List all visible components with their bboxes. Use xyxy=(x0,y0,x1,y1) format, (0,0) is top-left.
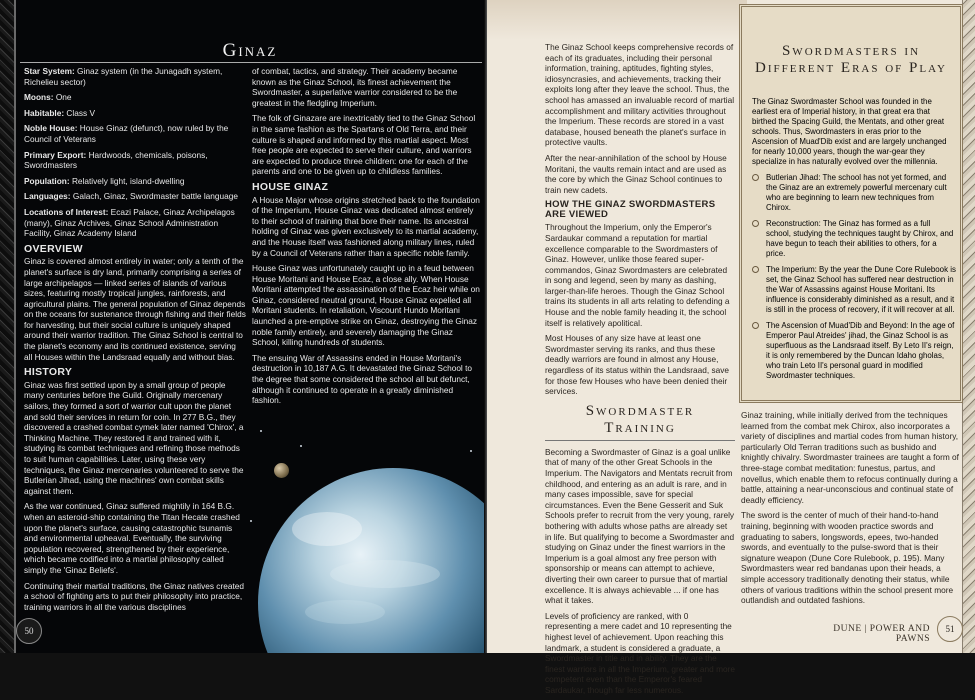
training-paragraph: The sword is the center of much of their hand-to-hand training, beginning with wooden practice swords and graduating to sabers, longswords, epees, two-handed swords, and eventually to the pulse-sword that is their signature weapon (Dune Core Rulebook, p. 195). Many Swordmasters wear red bandanas upon their heads, a simple accessory traditionally denoting their status, while others of various traditions within the school present more outlandish and outdated fashions. xyxy=(741,510,954,606)
fact-moons: Moons: One xyxy=(24,92,72,103)
training-rule xyxy=(545,440,735,441)
ornamental-border xyxy=(963,0,975,653)
history-paragraph: Ginaz was first settled upon by a small group of people many centuries before the Guild. Originally mercenary sailors, they formed a sort of warrior cult upon the planet and sold their services in return for coin. In 277 B.G., they discovered a crashed combat cymek later named 'Chirox', a Thinking Machine. They restored it and trained with it, studying its combat techniques and refining those methods to suit human capabilities. Later, using these very techniques, the Ginaz mercenaries volunteered to serve the Butlerian Jihad, using the machines' own combat skills against them. xyxy=(24,379,244,496)
eras-sidebar xyxy=(739,4,963,403)
page-footer: DUNE | POWER AND PAWNS xyxy=(833,624,930,644)
training-paragraph: Becoming a Swordmaster of Ginaz is a goal unlike that of many of the other Great Schools in the Imperium. The Navigators and Mentats recruit from childhood, and entering as an adult is rare, and in many cases impossible, save for special circumstances. Even the Bene Gesserit and Suk Schools prefer to recruit from the very young, rarely bothering with adults whose paths are already set in life. But qualifying to become a Swordmaster and studying on Ginaz under the finest warriors in the Imperium is a goal almost any free person with sponsorship or means can attempt to achieve, diverting their own career to pursue that of martial excellence. It is always achievable ... if one has what it takes. xyxy=(545,446,735,606)
left-column-1 xyxy=(24,66,246,617)
fact-population: Population: Relatively light, island-dwelling xyxy=(24,175,185,186)
paper-texture xyxy=(487,0,747,40)
star xyxy=(300,445,302,447)
border-line xyxy=(14,0,16,653)
moon-illustration xyxy=(274,463,289,478)
page-number: 50 xyxy=(16,618,42,644)
era-bullet: The Imperium: By the year the Dune Core Rulebook is set, the Ginaz School has suffered near destruction in the War of Assassins against House Moritani. Its influence is considerably diminished as a result, and it is still in the process of recovery, if it will recover at all. xyxy=(752,265,956,315)
star xyxy=(260,430,262,432)
overview-text: Ginaz is covered almost entirely in water; only a tenth of the planet's surface is dry land, primarily comprising a series of large archipelagos — linked series of islands of various sizes, featuring mostly tropical jungles, rainforests, and agricultural plains. The general population of Ginaz depends on the oceans for sustenance through fishing and their fields for harvesting, but their social culture is uniquely shaped around their warrior tradition. The Ginaz School is central to the planet's economy and its continued existence, serving all Houses within the Landsraad equally and without bias. xyxy=(24,256,246,362)
title-rule xyxy=(20,62,482,63)
fact-export: Primary Export: Hardwoods, chemicals, poisons, Swordmasters xyxy=(24,149,208,171)
right-column-2 xyxy=(741,410,959,611)
era-bullet: Butlerian Jihad: The school has not yet formed, and the Ginaz are an extremely powerful mercenary cult who are beginning to learn new techniques from Chirox. xyxy=(752,173,956,213)
cloud xyxy=(305,600,385,624)
training-paragraph: Ginaz training, while initially derived from the techniques learned from the combat mek Chirox, also incorporates a variety of disciplines and martial codes from human history, particularly Old Terran traditions such as bushido and knightly chivalry. Swordmaster trainees are taught a form of three-stage combat meditation: funestus, partus, and novellus, which enable them to refocus continually during a battle, attaining a near-unconscious and continual state of deadly efficiency. xyxy=(741,410,959,505)
viewed-heading: HOW THE GINAZ SWORDMASTERS ARE VIEWED xyxy=(545,199,716,221)
sidebar-body xyxy=(752,97,956,387)
training-title: Swordmaster Training xyxy=(585,402,695,436)
history-heading: HISTORY xyxy=(24,366,73,379)
training-paragraph: Levels of proficiency are ranked, with 0 representing a mere cadet and 10 representing the highest level of achievement. Upon reaching this landmark, a student is considered a graduate, a Swordmaster in title and in ability. They are the finest warriors in all the Imperium, greater and more competent even than the Emperor's feared Sardaukar, though far less numerous. xyxy=(545,610,735,695)
house-paragraph: The ensuing War of Assassins ended in House Moritani's destruction in 10,187 A.G. It devastated the Ginaz School to the degree that some considered the school all but defunct, although it continued to operate in a greatly diminished fashion. xyxy=(252,352,473,406)
house-paragraph: House Ginaz was unfortunately caught up in a feud between House Moritani and House Ecaz, a close ally. When House Moritani attempted the assassination of the Ecaz heir while on Ginaz, considered neutral ground, House Ginaz expelled all Moritani students. In retaliation, Viscount Hundo Moritani launched a pre-emptive strike on Ginaz, destroying the Ginaz noble family entirely, and severely damaging the Ginaz School, killing hundreds of students. xyxy=(252,263,480,348)
house-paragraph: A House Major whose origins stretched back to the foundation of the Imperium, House Ginaz was dedicated almost entirely to their school of training that bore their name. Its ancestral holding of Ginaz was given exclusively to its martial academy, and the House itself was fashioned along military lines, ruled by a Council of Veterans rather than a specific noble family. xyxy=(252,194,480,258)
overview-heading: OVERVIEW xyxy=(24,242,83,255)
bullet-icon xyxy=(752,174,759,181)
col2-paragraph: The folk of Ginazare are inextricably tied to the Ginaz School in the same fashion as the Spartans of Old Terra, and their culture is shaped and informed by this martial aspect. Most free people are expected to serve their culture, and warriors are expected to produce three children: one for each of the parents and one to be given up to childless families. xyxy=(252,113,476,177)
fact-languages: Languages: Galach, Ginaz, Swordmaster battle language xyxy=(24,191,238,202)
ornamental-border xyxy=(0,0,14,653)
left-column-2 xyxy=(252,66,480,411)
history-paragraph: Continuing their martial traditions, the Ginaz natives created a school of fighting arts to put their philosophy into practice, training warriors in all the various disciplines xyxy=(24,580,244,612)
right-column-1 xyxy=(545,42,735,700)
records-paragraph: The Ginaz School keeps comprehensive records of each of its graduates, including their personal information, training, aptitudes, fighting styles, idiosyncrasies, and achievements, tracking their exploits long after they leave the school. Thus, the school has amassed an invaluable record of martial accomplishment and military activities throughout the Imperium. These records are stored in a vast database, housed beneath the planet's surface in protective vaults. xyxy=(545,42,735,148)
fact-locations: Locations of Interest: Ecazi Palace, Ginaz Archipelagos (many), Ginaz Archives, Ginaz School Administration Facility, Ginaz Academy Island xyxy=(24,206,235,239)
col2-paragraph: of combat, tactics, and strategy. Their academy became known as the Ginaz School, its finest achievement the Swordmaster, a superlative warrior considered to be the greatest in the fledgling Imperium. xyxy=(252,66,458,108)
star xyxy=(470,450,472,452)
fact-noble-house: Noble House: House Ginaz (defunct), now ruled by the Council of Veterans xyxy=(24,123,229,144)
cloud xyxy=(330,560,440,588)
era-bullet: Reconstruction: The Ginaz has formed as a full school, studying the techniques taught by Chirox, and have begun to teach their abilities to others, for a price. xyxy=(752,219,956,259)
sidebar-title: Swordmasters in Different Eras of Play xyxy=(755,43,947,76)
left-page xyxy=(0,0,487,653)
page-number: 51 xyxy=(937,616,963,642)
fact-star-system: Star System: Ginaz system (in the Junagadh system, Richelieu sector) xyxy=(24,66,223,87)
viewed-paragraph: Throughout the Imperium, only the Emperor's Sardaukar command a reputation for martial excellence comparable to the Swordmasters of Ginaz. However, unlike those feared super-commandos, Ginaz Swordmasters are celebrated in song and legend, seen by many as dashing, larger-than-life heroes. Though the Ginaz School trains its students in all arts relating to defending a House and the noble family heading it, the school itself is relatively apolitical. xyxy=(545,222,730,328)
era-bullet: The Ascension of Muad'Dib and Beyond: In the age of Emperor Paul Atreides' jihad, the Ginaz School is as superfluous as the Landsraad itself. By Leto II's reign, it is only remembered by the Duncan Idaho gholas, who train Leto II's personal guard in modified Swordmaster techniques. xyxy=(752,321,956,381)
sidebar-intro: The Ginaz Swordmaster School was founded in the earliest era of Imperial history, in that great era that birthed the Spacing Guild, the Mentats, and other great schools. Thus, Swordmasters in eras prior to the Ascension of Muad'Dib exist and are largely unchanged for nearly 10,000 years, though the war-gear they specialize in has naturally evolved over the millennia. xyxy=(752,97,947,166)
records-paragraph: After the near-annihilation of the school by House Moritani, the vaults remain intact and are used as the core by which the Ginaz School continues to train new cadets. xyxy=(545,152,727,195)
page-title: Ginaz xyxy=(222,40,278,61)
cloud xyxy=(292,512,362,546)
history-paragraph: As the war continued, Ginaz suffered mightily in 164 B.G. when an asteroid-ship containing the Titan Hecate crashed upon the planet's surface, causing catastrophic tsunamis and environmental upheaval. Eventually, the surviving population recovered, strengthened by their experience, which became codified into a martial philosophy called simply the 'Ginaz Beliefs'. xyxy=(24,501,240,575)
house-ginaz-heading: HOUSE GINAZ xyxy=(252,180,329,193)
viewed-paragraph: Most Houses of any size have at least one Swordmaster serving its ranks, and thus these deadly warriors are found in almost any House, regardless of its status within the Landsraad, save for those few Houses who have been denied their services. xyxy=(545,333,730,397)
star xyxy=(250,520,252,522)
bullet-icon xyxy=(752,322,759,329)
bullet-icon xyxy=(752,220,759,227)
bullet-icon xyxy=(752,266,759,273)
fact-habitable: Habitable: Class V xyxy=(24,107,96,118)
